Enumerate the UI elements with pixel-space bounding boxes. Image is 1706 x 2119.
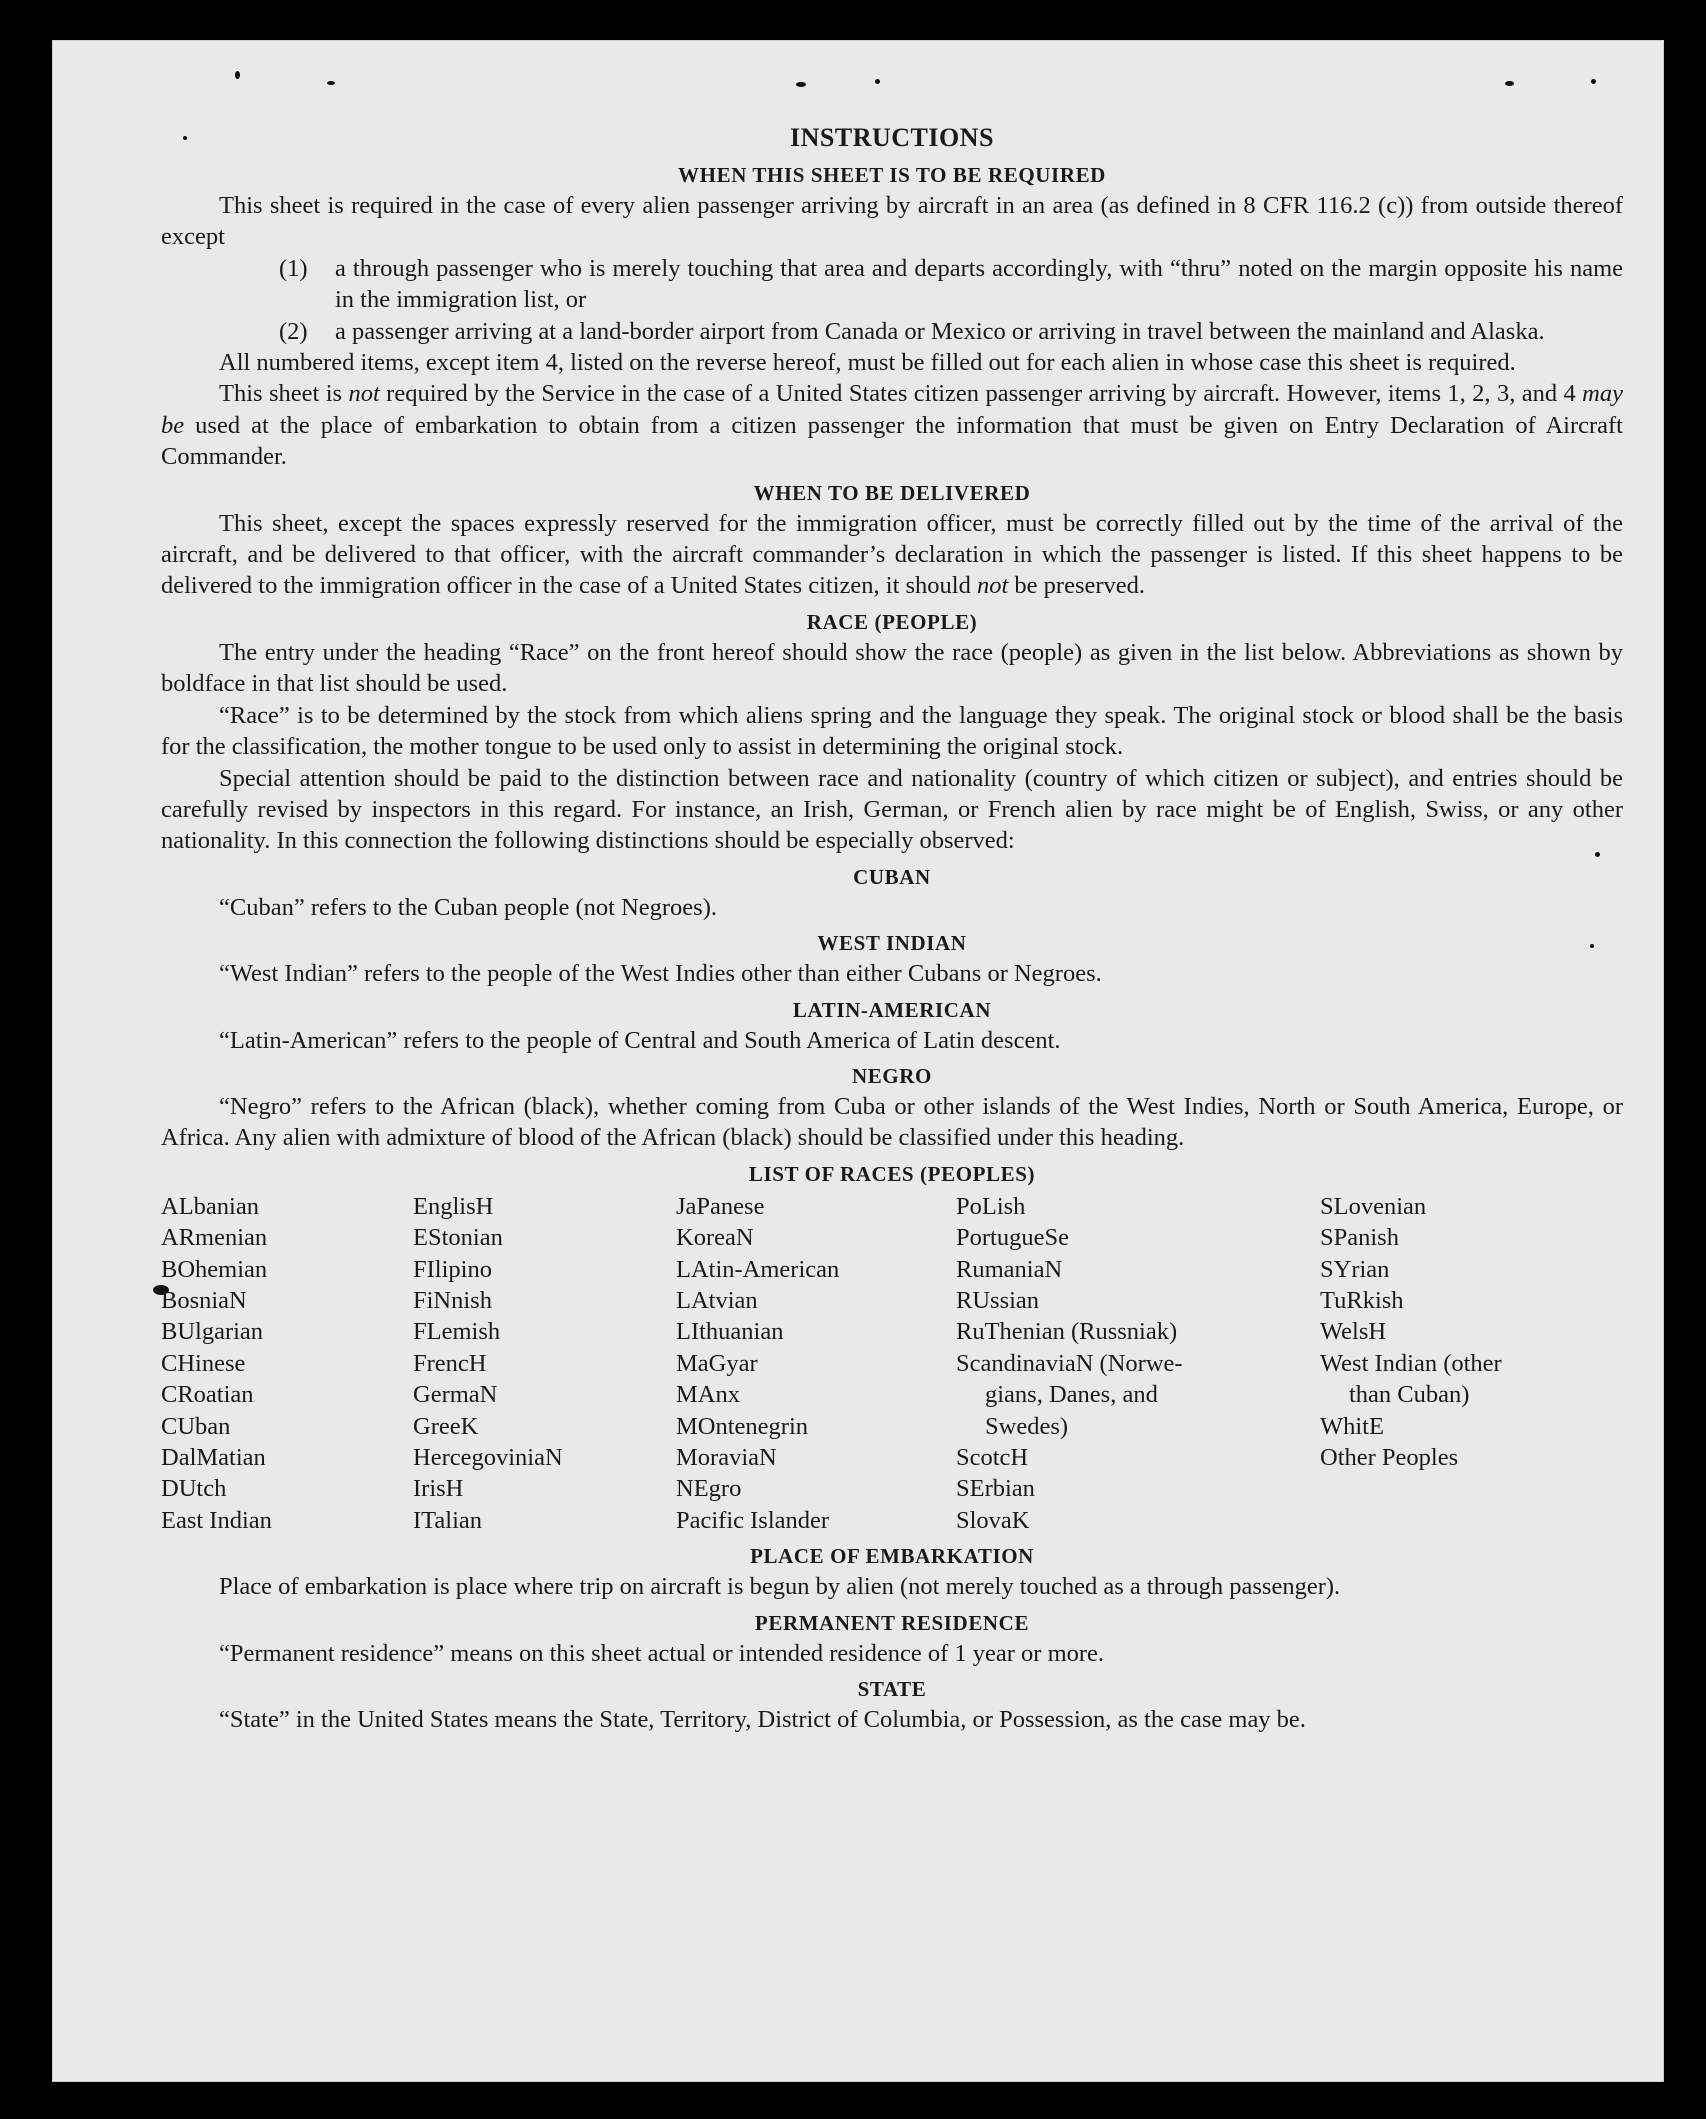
race-item: BOhemian xyxy=(161,1255,268,1283)
race-item: EnglisH xyxy=(413,1192,494,1220)
when-required-intro: This sheet is required in the case of every alien passenger arriving by aircraft in an area (as defined in 8 CFR 116.2 (c)) from outside thereof except xyxy=(161,192,1623,251)
exception-item-1 xyxy=(161,253,1623,316)
text-run: used at the place of embarkation to obtain from a citizen passenger the information that must be given on Entry Declaration of Aircraft Commander. xyxy=(161,411,1623,471)
scan-speck xyxy=(796,82,806,87)
race-item: ScandinaviaN (Norwe- xyxy=(956,1349,1183,1377)
scan-speck xyxy=(1505,81,1514,86)
heading-permanent-residence: PERMANENT RESIDENCE xyxy=(754,1610,1030,1635)
instructions-body xyxy=(161,121,1623,1735)
race-item: PoLish xyxy=(956,1192,1026,1220)
race-item: SYrian xyxy=(1320,1255,1390,1283)
race-item: BosniaN xyxy=(161,1286,247,1314)
race-item: SErbian xyxy=(956,1475,1035,1503)
race-item: Pacific Islander xyxy=(676,1506,830,1534)
race-item: MaGyar xyxy=(676,1349,758,1377)
italic-text: may be xyxy=(161,380,1623,439)
exception-item-2 xyxy=(161,316,1623,347)
exception-text: a through passenger who is merely touching that area and departs accordingly, with “thru” noted on the margin opposite his name in the immigration list, or xyxy=(335,254,1623,314)
races-column-4 xyxy=(956,1191,1320,1536)
heading-cuban: CUBAN xyxy=(853,864,931,889)
race-item: EStonian xyxy=(413,1224,503,1252)
race-item: RumaniaN xyxy=(956,1255,1063,1283)
heading-when-required: WHEN THIS SHEET IS TO BE REQUIRED xyxy=(678,163,1106,187)
race-item-continued: gians, Danes, and xyxy=(985,1381,1158,1409)
race-item: FrencH xyxy=(413,1349,487,1377)
race-item: FIlipino xyxy=(413,1255,492,1283)
race-item: BUlgarian xyxy=(161,1318,264,1346)
heading-west-indian: WEST INDIAN xyxy=(817,931,967,956)
heading-when-delivered: WHEN TO BE DELIVERED xyxy=(753,480,1031,505)
race-item: West Indian (other xyxy=(1320,1349,1502,1377)
race-item: NEgro xyxy=(676,1475,742,1503)
race-item: PortugueSe xyxy=(956,1224,1069,1252)
race-paragraph-2: “Race” is to be determined by the stock from which aliens spring and the language they speak. The original stock or blood shall be the basis for the classification, the mother tongue to be used only to assist in determining the original stock. xyxy=(161,701,1623,761)
race-item: CRoatian xyxy=(161,1381,254,1409)
race-paragraph-3: Special attention should be paid to the distinction between race and nationality (country of which citizen or subject), and entries should be carefully revised by inspectors in this regard. For instance, an Irish, German, or French alien by race might be of English, Swiss, or any other nationality. In this connection the following distinctions should be especially observed: xyxy=(161,764,1623,855)
race-item: RUssian xyxy=(956,1286,1040,1314)
negro-definition: “Negro” refers to the African (black), whether coming from Cuba or other islands of the West Indies, North or South America, Europe, or Africa. Any alien with admixture of blood of the African (black) should be classified under this heading. xyxy=(161,1092,1623,1152)
races-list xyxy=(161,1191,1623,1536)
race-item: LAtvian xyxy=(676,1286,758,1314)
race-item: FiNnish xyxy=(413,1286,492,1314)
race-item: ALbanian xyxy=(161,1192,259,1220)
race-item: ScotcH xyxy=(956,1444,1029,1471)
race-item: JaPanese xyxy=(676,1192,765,1220)
exception-number: (2) xyxy=(279,317,308,345)
race-item: SlovaK xyxy=(956,1506,1030,1534)
races-column-1 xyxy=(161,1191,413,1536)
west-indian-definition: “West Indian” refers to the people of the West Indies other than either Cubans or Negroes. xyxy=(219,960,1102,988)
scan-speck xyxy=(1591,79,1596,84)
race-item: LAtin-American xyxy=(676,1255,840,1283)
scan-speck xyxy=(235,71,240,79)
race-item-continued: Swedes) xyxy=(985,1412,1069,1440)
races-column-2 xyxy=(413,1191,676,1536)
race-item: MAnx xyxy=(676,1381,740,1409)
heading-latin-american: LATIN-AMERICAN xyxy=(792,997,992,1022)
race-paragraph-1: The entry under the heading “Race” on the front hereof should show the race (people) as given in the list below. Abbreviations as shown by boldface in that list should be used. xyxy=(161,638,1623,698)
cuban-definition: “Cuban” refers to the Cuban people (not Negroes). xyxy=(219,893,717,921)
race-item: ITalian xyxy=(413,1506,483,1534)
text-run: This sheet, except the spaces expressly reserved for the immigration officer, must be correctly filled out by the time of the arrival of the aircraft, and be delivered to that officer, with the aircraft commander’s declaration in which the passenger is listed. If this sheet happens to be delivered to the immigration officer in the case of a United States citizen, it should xyxy=(161,509,1623,600)
citizen-paragraph xyxy=(161,378,1623,472)
numbered-items-paragraph: All numbered items, except item 4, listed on the reverse hereof, must be filled out for each alien in whose case this sheet is required. xyxy=(219,349,1516,377)
race-item: DalMatian xyxy=(161,1444,266,1471)
heading-race: RACE (PEOPLE) xyxy=(806,609,978,634)
race-item: SLovenian xyxy=(1320,1192,1427,1220)
race-item: GreeK xyxy=(413,1412,479,1440)
heading-state: STATE xyxy=(857,1677,927,1702)
races-column-3 xyxy=(676,1191,956,1536)
exception-text: a passenger arriving at a land-border airport from Canada or Mexico or arriving in travel between the mainland and Alaska. xyxy=(335,317,1545,345)
embarkation-definition: Place of embarkation is place where trip on aircraft is begun by alien (not merely touched as a through passenger). xyxy=(219,1573,1341,1601)
race-item: RuThenian (Russniak) xyxy=(956,1318,1178,1346)
exception-number: (1) xyxy=(279,254,308,282)
race-item: KoreaN xyxy=(676,1224,754,1252)
race-item: East Indian xyxy=(161,1506,272,1534)
race-item: HercegoviniaN xyxy=(413,1444,563,1471)
latin-american-definition: “Latin-American” refers to the people of Central and South America of Latin descent. xyxy=(219,1026,1061,1054)
race-item: MOntenegrin xyxy=(676,1412,808,1440)
race-item: WelsH xyxy=(1320,1318,1387,1346)
text-run: This sheet is xyxy=(219,380,349,408)
race-item: MoraviaN xyxy=(676,1444,777,1471)
heading-negro: NEGRO xyxy=(851,1063,932,1088)
race-item: WhitE xyxy=(1320,1412,1384,1440)
race-item: ARmenian xyxy=(161,1224,268,1252)
heading-embarkation: PLACE OF EMBARKATION xyxy=(750,1544,1034,1569)
race-item: DUtch xyxy=(161,1475,227,1503)
state-definition: “State” in the United States means the State, Territory, District of Columbia, or Possession, as the case may be. xyxy=(219,1706,1306,1734)
scanned-page xyxy=(52,40,1664,2082)
page-title: INSTRUCTIONS xyxy=(790,123,994,152)
races-column-5 xyxy=(1320,1191,1580,1536)
scan-speck xyxy=(875,79,880,84)
residence-definition: “Permanent residence” means on this sheet actual or intended residence of 1 year or more. xyxy=(219,1639,1105,1667)
when-delivered-paragraph xyxy=(161,508,1623,602)
race-item: GermaN xyxy=(413,1381,498,1409)
race-item: SPanish xyxy=(1320,1224,1399,1252)
race-item: IrisH xyxy=(413,1475,464,1503)
race-item: CHinese xyxy=(161,1349,246,1377)
race-item: Other Peoples xyxy=(1320,1444,1459,1471)
race-item: FLemish xyxy=(413,1318,501,1346)
race-item-continued: than Cuban) xyxy=(1349,1381,1470,1409)
text-run: be preserved. xyxy=(1008,572,1146,600)
italic-text: not xyxy=(348,380,380,408)
italic-text: not xyxy=(976,572,1009,600)
scan-speck xyxy=(327,81,335,85)
heading-list-of-races: LIST OF RACES (PEOPLES) xyxy=(748,1161,1036,1186)
race-item: LIthuanian xyxy=(676,1318,784,1346)
text-run: required by the Service in the case of a United States citizen passenger arriving by aircraft. However, items 1, 2, 3, and 4 xyxy=(379,380,1583,408)
race-item: CUban xyxy=(161,1412,231,1440)
race-item: TuRkish xyxy=(1320,1286,1404,1314)
